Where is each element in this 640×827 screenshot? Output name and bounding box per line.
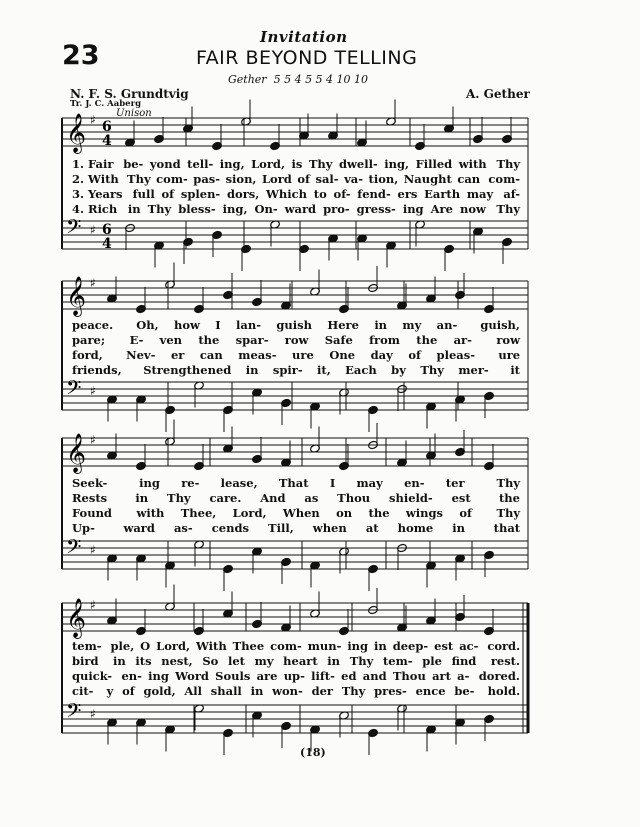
lyric-syllable: Word [175,669,209,683]
lyric-syllable: in [127,202,141,216]
lyric-syllable: ven [159,333,183,347]
lyric-syllable: lease, [220,476,258,490]
lyric-syllable: full [132,187,155,201]
lyric-syllable: est [451,491,471,505]
lyric-syllable: to [313,187,327,201]
treble-clef-icon: 𝄞 [66,276,87,316]
lyric-syllable: guish, [480,318,520,332]
lyric-syllable: af- [503,187,521,201]
lyric-syllable: When [282,506,320,520]
lyric-syllable: in [374,639,387,653]
author: N. F. S. Grundtvig [70,87,189,101]
lyric-syllable: ple, [110,639,135,653]
lyric-syllable: 3. Years [72,187,123,201]
lyric-syllable: it [510,363,520,377]
lyric-syllable: with [458,157,487,171]
lyric-syllable: ac- [459,639,479,653]
lyric-syllable: up- [283,669,305,683]
lyric-syllable: in [374,318,388,332]
lyric-syllable: Thy [167,491,191,505]
lyric-syllable: ing [347,639,369,653]
lyric-syllable: Souls [215,669,251,683]
lyric-syllable: shall [210,684,242,698]
lyric-syllable: cord. [487,639,521,653]
lyric-syllable: care. [209,491,242,505]
lyric-syllable: the [368,506,390,520]
lyric-syllable: ford, [72,348,103,362]
lyric-syllable: ed [341,669,357,683]
lyric-syllable: cit- [72,684,94,698]
lyric-syllable: day [370,348,393,362]
lyric-syllable: bless- [178,202,216,216]
lyric-syllable: Filled [415,157,453,171]
lyric-syllable: er [170,348,185,362]
lyric-syllable: pare; [72,333,106,347]
lyric-syllable: dwell- [338,157,378,171]
lyric-syllable: ure [292,348,314,362]
bass-clef-icon: 𝄢 [66,535,82,563]
lyric-syllable: der [311,684,333,698]
key-signature-sharp: ♯ [90,707,96,721]
key-signature-sharp: ♯ [90,223,96,237]
lyric-syllable: Here [327,318,359,332]
lyric-syllable: quick- [72,669,113,683]
lyric-syllable: in [113,654,126,668]
lyric-syllable: Thy [496,476,521,490]
lyric-syllable: yond [149,157,181,171]
lyric-line [72,157,520,170]
lyric-syllable: ing, [222,202,248,216]
lyric-syllable: com- [156,172,188,186]
lyric-syllable: meas- [238,348,277,362]
lyric-syllable: tell- [187,157,214,171]
lyric-syllable: ward [284,202,317,216]
lyric-syllable: the [498,491,520,505]
lyric-syllable: 1. Fair [72,157,114,171]
lyric-syllable: and [362,669,387,683]
composer: A. Gether [466,87,530,101]
lyric-syllable: Safe [324,333,353,347]
lyric-syllable: ing [139,476,160,490]
lyric-syllable: Thy [496,202,521,216]
lyric-syllable: Oh, [136,318,159,332]
lyric-syllable: Lord, [232,506,267,520]
lyric-line [72,521,520,534]
lyric-syllable: pas- [193,172,221,186]
lyric-syllable: pres- [374,684,407,698]
lyric-syllable: of- [333,187,351,201]
lyric-syllable: pleas- [436,348,475,362]
lyric-syllable: 4. Rich [72,202,118,216]
lyric-syllable: gress- [356,202,396,216]
lyric-syllable: may [356,476,383,490]
time-signature-bottom: 4 [102,133,112,149]
lyric-syllable: a- [457,669,470,683]
lyric-syllable: en- [121,669,142,683]
lyric-syllable: find [451,654,477,668]
lyric-syllable: Rests [72,491,108,505]
treble-clef-icon: 𝄞 [66,113,87,153]
lyric-syllable: bird [72,654,99,668]
lyric-syllable: Thee, [180,506,217,520]
lyric-syllable: won- [272,684,303,698]
lyric-syllable: are [256,669,278,683]
lyric-line [72,654,520,667]
lyric-syllable: mun- [307,639,342,653]
lyric-syllable: row [284,333,309,347]
lyric-syllable: lan- [236,318,262,332]
bass-clef-icon: 𝄢 [66,376,82,404]
lyric-syllable: On- [254,202,278,216]
lyric-syllable: pro- [323,202,350,216]
lyric-syllable: my [254,654,274,668]
lyric-syllable: Thy [341,684,366,698]
lyric-syllable: est [434,639,454,653]
lyric-syllable: an- [436,318,458,332]
bass-clef-icon: 𝄢 [66,699,82,727]
lyric-syllable: deep- [392,639,429,653]
lyric-syllable: com- [488,172,521,186]
lyric-syllable: it, [317,363,331,377]
lyric-syllable: ing [402,202,424,216]
lyric-syllable: on [336,506,353,520]
lyric-syllable: shield- [388,491,433,505]
lyric-syllable: with [136,506,165,520]
lyric-syllable: row [496,333,520,347]
lyric-syllable: is [291,157,303,171]
lyric-syllable: that [493,521,521,535]
lyric-syllable: the [416,333,438,347]
time-signature-bottom: 4 [102,236,112,252]
lyric-syllable: Lord, [251,157,285,171]
lyric-line [72,172,520,185]
lyric-syllable: of [459,506,472,520]
meter: 5 5 4 5 5 4 10 10 [273,73,369,86]
lyric-syllable: Thy [308,157,333,171]
lyric-syllable: its [135,654,152,668]
lyric-syllable: of [161,187,175,201]
time-signature-top: 6 [102,119,112,135]
lyric-syllable: of [122,684,135,698]
lyric-syllable: So [202,654,219,668]
lyric-line [72,639,520,652]
lyric-syllable: sal- [315,172,339,186]
section-title: Invitation [260,28,348,46]
lyric-syllable: tem- [382,654,413,668]
lyric-syllable: ward [123,521,155,535]
lyric-syllable: That [278,476,309,490]
lyric-syllable: Thy [349,654,374,668]
lyric-syllable: tem- [72,639,102,653]
lyric-syllable: Thy [147,202,172,216]
lyric-syllable: hold. [487,684,521,698]
tune-name: Gether [228,73,267,86]
lyric-syllable: in [245,363,259,377]
lyric-syllable: Thou [337,491,371,505]
lyric-line [72,318,520,331]
lyric-syllable: ence [415,684,446,698]
hymn-number: 23 [62,40,100,71]
lyric-syllable: nest, [161,654,193,668]
lyric-line [72,506,520,519]
lyric-line [72,187,520,200]
treble-clef-icon: 𝄞 [66,433,87,473]
lyric-syllable: y [106,684,114,698]
key-signature-sharp: ♯ [90,384,96,398]
lyric-syllable: sion, [225,172,257,186]
lyric-syllable: Naught [403,172,452,186]
lyric-syllable: re- [181,476,200,490]
lyric-syllable: spar- [235,333,269,347]
lyric-syllable: com- [270,639,302,653]
treble-clef-icon: 𝄞 [66,598,87,638]
lyric-syllable: tion, [368,172,399,186]
lyric-syllable: Found [72,506,112,520]
lyric-syllable: in [250,684,264,698]
translator: Tr. J. C. Aaberg [70,99,142,109]
lyric-syllable: by [391,363,406,377]
lyric-syllable: I [215,318,221,332]
lyric-syllable: let [227,654,245,668]
lyric-line [72,333,520,346]
lyric-syllable: ing [148,669,169,683]
lyric-syllable: Which [266,187,308,201]
lyric-syllable: One [329,348,356,362]
lyric-syllable: gold, [143,684,176,698]
lyric-line [72,363,520,376]
lyric-syllable: Lord [261,172,292,186]
lyric-syllable: as [304,491,319,505]
lyric-syllable: fend- [357,187,391,201]
lyric-syllable: Thy [127,172,151,186]
time-signature-top: 6 [102,222,112,238]
lyric-syllable: Nev- [126,348,156,362]
lyric-syllable: at [365,521,379,535]
page-number: (18) [300,746,326,759]
lyric-syllable: With [195,639,227,653]
lyric-syllable: ing, [384,157,410,171]
bass-clef-icon: 𝄢 [66,215,82,243]
lyric-syllable: wings [405,506,443,520]
lyric-syllable: Up- [72,521,95,535]
lyric-syllable: of [408,348,421,362]
lyric-syllable: friends, [72,363,122,377]
lyric-syllable: Till, [268,521,294,535]
lyric-syllable: Thee [232,639,265,653]
lyric-syllable: Thy [496,157,521,171]
lyric-syllable: Each [345,363,377,377]
lyric-syllable: in [135,491,149,505]
lyric-syllable: Thou [392,669,426,683]
lyric-syllable: ers [397,187,418,201]
lyric-syllable: All [184,684,203,698]
lyric-syllable: now [459,202,486,216]
lyric-line [72,202,520,215]
lyric-line [72,476,520,489]
lyric-syllable: mer- [458,363,489,377]
lyric-syllable: peace. [72,318,114,332]
lyric-syllable: in [452,521,466,535]
lyric-syllable: how [173,318,200,332]
lyric-syllable: Are [430,202,453,216]
lyric-syllable: va- [344,172,363,186]
lyric-syllable: spir- [272,363,303,377]
lyric-line [72,684,520,697]
lyric-syllable: O [140,639,151,653]
lyric-syllable: Seek- [72,476,108,490]
lyric-syllable: Lord, [156,639,190,653]
lyric-syllable: rest. [490,654,520,668]
lyric-syllable: of [297,172,310,186]
hymn-title: FAIR BEYOND TELLING [196,47,418,69]
lyric-syllable: can [199,348,223,362]
lyric-syllable: ing, [219,157,245,171]
lyric-syllable: en- [404,476,425,490]
lyric-syllable: Thy [420,363,444,377]
key-signature-sharp: ♯ [90,598,96,612]
lyric-syllable: art [432,669,451,683]
lyric-syllable: E- [129,333,144,347]
key-signature-sharp: ♯ [90,433,96,447]
lyric-syllable: Thy [496,506,521,520]
lyric-syllable: be- [123,157,144,171]
lyric-syllable: cends [211,521,249,535]
lyric-syllable: dors, [226,187,260,201]
lyric-syllable: as- [173,521,193,535]
key-signature-sharp: ♯ [90,543,96,557]
lyric-syllable: ter [445,476,465,490]
lyric-syllable: ar- [453,333,472,347]
lyric-syllable: heart [283,654,318,668]
lyric-syllable: 2. With [72,172,119,186]
lyric-syllable: ple [422,654,442,668]
lyric-syllable: my [402,318,422,332]
key-signature-sharp: ♯ [90,113,96,127]
lyric-syllable: splen- [180,187,221,201]
lyric-line [72,669,520,682]
lyric-syllable: the [198,333,220,347]
lyric-line [72,348,520,361]
lyric-line [72,491,520,504]
lyric-syllable: Strengthened [143,363,232,377]
lyric-syllable: dored. [478,669,520,683]
performance-note: Unison [116,108,152,119]
lyric-syllable: from [369,333,400,347]
lyric-syllable: ure [498,348,521,362]
lyric-syllable: may [466,187,494,201]
lyric-syllable: when [312,521,347,535]
lyric-syllable: can [457,172,481,186]
lyric-syllable: be- [454,684,475,698]
lyric-syllable: Earth [424,187,461,201]
lyric-syllable: And [260,491,286,505]
lyric-syllable: I [329,476,336,490]
lyric-syllable: in [327,654,341,668]
lyric-syllable: lift- [311,669,335,683]
lyric-syllable: home [397,521,434,535]
lyric-syllable: guish [276,318,312,332]
key-signature-sharp: ♯ [90,276,96,290]
